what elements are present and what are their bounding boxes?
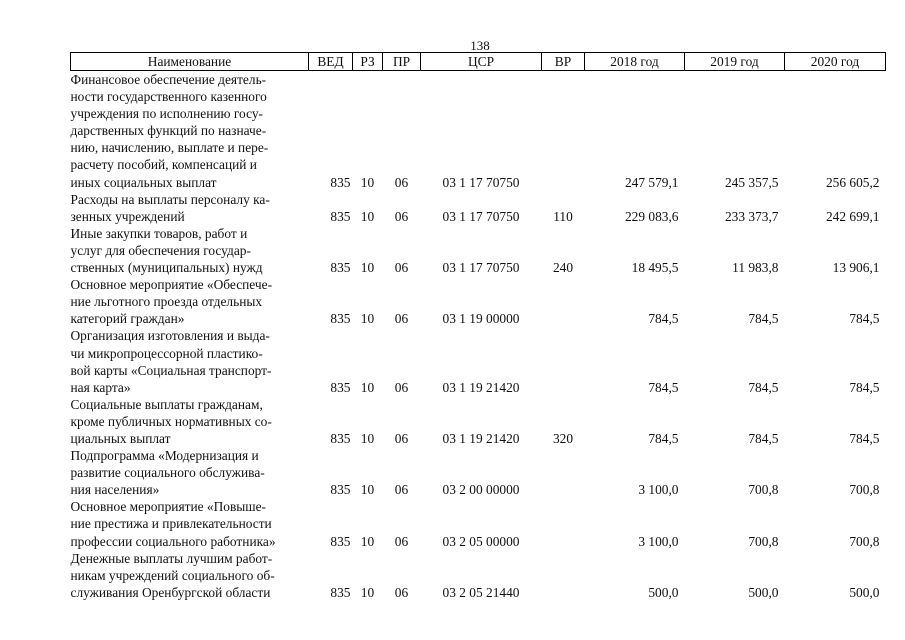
- row-name-cell: [71, 550, 309, 601]
- row-csr: 03 1 17 70750: [442, 208, 520, 224]
- table-row: [71, 327, 886, 395]
- row-2019: 784,5: [748, 311, 779, 327]
- row-vr: 240: [552, 260, 574, 276]
- row-name: Основное мероприятие «Обеспече- ние льготного проезда отдельных категорий граждан»: [70, 277, 273, 327]
- row-vr: [542, 447, 585, 498]
- row-ved: 835: [330, 260, 351, 276]
- row-name-cell: [71, 225, 309, 276]
- row-name: Социальные выплаты гражданам, кроме публичных нормативных со- циальных выплат: [70, 396, 272, 446]
- table-row: [71, 447, 886, 498]
- row-name: Организация изготовления и выда- чи микропроцессорной пластико- вой карты «Социальная транспорт- ная карта»: [70, 328, 272, 395]
- table-row: [71, 550, 886, 601]
- row-csr: 03 1 19 21420: [442, 430, 520, 446]
- row-name-cell: [71, 498, 309, 549]
- row-2020: 784,5: [849, 311, 880, 327]
- row-2018: 247 579,1: [624, 174, 679, 190]
- table-row: [71, 191, 886, 225]
- row-name: Расходы на выплаты персоналу ка- зенных учреждений: [70, 191, 270, 224]
- row-pr: 06: [394, 482, 409, 498]
- row-name-cell: [71, 71, 309, 191]
- row-2020: 784,5: [849, 379, 880, 395]
- row-pr: 06: [394, 174, 409, 190]
- row-pr: 06: [394, 379, 409, 395]
- row-pr: 06: [394, 430, 409, 446]
- row-ved: 835: [330, 430, 351, 446]
- table-row: [71, 225, 886, 276]
- table-body: [71, 71, 886, 601]
- row-name-cell: [71, 396, 309, 447]
- row-name-cell: [71, 191, 309, 225]
- row-2019: 11 983,8: [732, 260, 779, 276]
- row-pr: 06: [394, 260, 409, 276]
- row-vr: 320: [552, 430, 574, 446]
- row-2019: 784,5: [748, 430, 779, 446]
- row-2020: 13 906,1: [832, 260, 880, 276]
- header-2020: 2020 год: [785, 53, 886, 71]
- header-csr: ЦСР: [421, 53, 542, 71]
- row-2018: 784,5: [648, 430, 679, 446]
- row-csr: 03 1 17 70750: [442, 260, 520, 276]
- row-2018: 784,5: [648, 311, 679, 327]
- row-2020: 256 605,2: [825, 174, 880, 190]
- row-ved: 835: [330, 533, 351, 549]
- header-rz: РЗ: [353, 53, 383, 71]
- row-name-cell: [71, 447, 309, 498]
- row-ved: 835: [330, 174, 351, 190]
- row-pr: 06: [394, 584, 409, 600]
- row-name: Основное мероприятие «Повыше- ние престижа и привлекательности профессии социального работника»: [70, 499, 276, 549]
- row-ved: 835: [330, 379, 351, 395]
- row-csr: 03 2 05 00000: [442, 533, 520, 549]
- header-vr: ВР: [542, 53, 585, 71]
- row-csr: 03 2 00 00000: [442, 482, 520, 498]
- row-rz: 10: [360, 174, 375, 190]
- row-name: Иные закупки товаров, работ и услуг для обеспечения государ- ственных (муниципальных) нужд: [70, 225, 263, 276]
- row-csr: 03 1 19 21420: [442, 379, 520, 395]
- row-2019: 700,8: [748, 482, 779, 498]
- row-ved: 835: [330, 311, 351, 327]
- header-name: Наименование: [71, 53, 309, 71]
- row-vr: [542, 327, 585, 395]
- header-2019: 2019 год: [685, 53, 785, 71]
- row-rz: 10: [360, 260, 375, 276]
- row-vr: [542, 276, 585, 327]
- row-vr: [542, 498, 585, 549]
- row-2019: 245 357,5: [724, 174, 779, 190]
- table-row: [71, 71, 886, 191]
- row-rz: 10: [360, 533, 375, 549]
- row-2018: 229 083,6: [624, 208, 679, 224]
- table-header: [71, 53, 886, 71]
- row-rz: 10: [360, 311, 375, 327]
- table-row: [71, 498, 886, 549]
- row-pr: 06: [394, 208, 409, 224]
- row-vr: [542, 550, 585, 601]
- row-ved: 835: [330, 482, 351, 498]
- row-name: Финансовое обеспечение деятель- ности государственного казенного учреждения по исполнению госу- дарственных функций по назначе- нию, начислению, выплате и пере- расчету пособий, компенсаций и иных социальных выплат: [70, 72, 269, 190]
- row-2018: 18 495,5: [631, 260, 679, 276]
- row-2020: 700,8: [849, 533, 880, 549]
- row-2020: 784,5: [849, 430, 880, 446]
- row-name-cell: [71, 327, 309, 395]
- header-2018: 2018 год: [585, 53, 685, 71]
- row-2019: 233 373,7: [724, 208, 779, 224]
- row-ved: 835: [330, 584, 351, 600]
- row-rz: 10: [360, 379, 375, 395]
- row-csr: 03 1 19 00000: [442, 311, 520, 327]
- row-2019: 784,5: [748, 379, 779, 395]
- row-2020: 500,0: [849, 584, 880, 600]
- row-vr: [542, 71, 585, 191]
- table-row: [71, 396, 886, 447]
- row-rz: 10: [360, 430, 375, 446]
- row-vr: 110: [553, 208, 573, 224]
- row-rz: 10: [360, 482, 375, 498]
- page-number: 138: [470, 38, 490, 53]
- row-2020: 700,8: [849, 482, 880, 498]
- row-2020: 242 699,1: [825, 208, 880, 224]
- row-2018: 500,0: [648, 584, 679, 600]
- row-name: Подпрограмма «Модернизация и развитие социального обслужива- ния населения»: [70, 448, 265, 498]
- row-csr: 03 2 05 21440: [442, 584, 520, 600]
- row-pr: 06: [394, 533, 409, 549]
- row-rz: 10: [360, 208, 375, 224]
- row-name-cell: [71, 276, 309, 327]
- row-2018: 784,5: [648, 379, 679, 395]
- row-2019: 500,0: [748, 584, 779, 600]
- row-name: Денежные выплаты лучшим работ- никам учреждений социального об- служивания Оренбургской области: [70, 550, 275, 600]
- row-2019: 700,8: [748, 533, 779, 549]
- budget-table: [70, 52, 886, 601]
- table-row: [71, 276, 886, 327]
- row-ved: 835: [330, 208, 351, 224]
- row-2018: 3 100,0: [638, 533, 679, 549]
- row-2018: 3 100,0: [638, 482, 679, 498]
- header-pr: ПР: [383, 53, 421, 71]
- row-csr: 03 1 17 70750: [442, 174, 520, 190]
- header-ved: ВЕД: [309, 53, 353, 71]
- row-pr: 06: [394, 311, 409, 327]
- row-rz: 10: [360, 584, 375, 600]
